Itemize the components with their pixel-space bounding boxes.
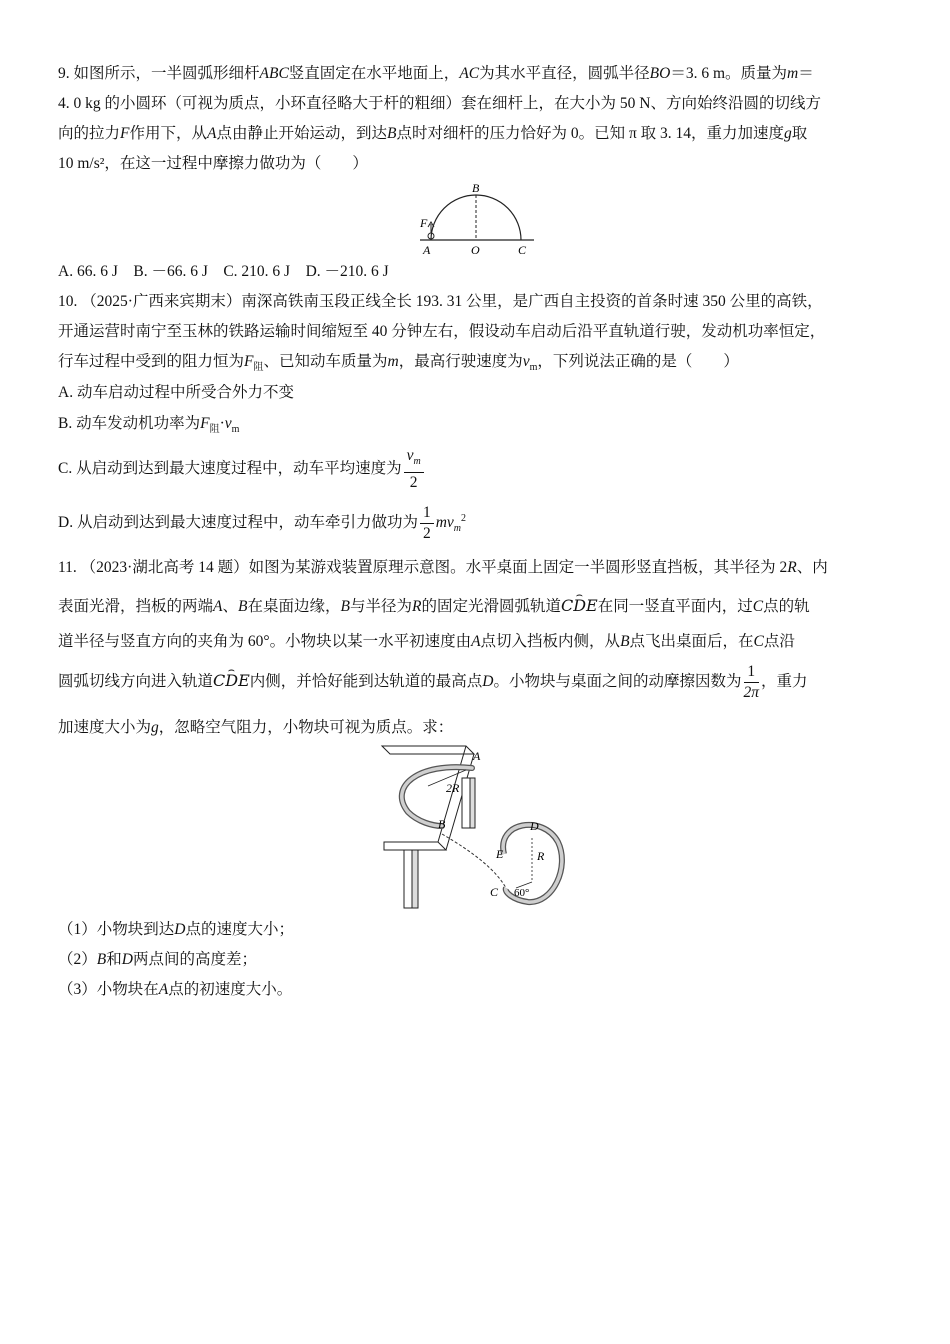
q11-label-E: E xyxy=(496,847,504,861)
q11-line-5: 加速度大小为g，忽略空气阻力，小物块可视为质点。求： xyxy=(58,719,454,736)
q10-option-d: D. 从启动到达到最大速度过程中，动车牵引力做功为 $\frac{1}{2}$ $mv_m^2$ xyxy=(58,504,467,542)
q10-option-a: A. 动车启动过程中所受合外力不变 xyxy=(58,384,294,401)
q11-label-D: D xyxy=(530,819,539,833)
q11-game-device-figure xyxy=(378,742,578,912)
fraction-half: $\frac{1}{2}$ xyxy=(420,503,434,544)
q9-options: A. 66. 6 J B. －66. 6 J C. 210. 6 J D. －210. 6 J xyxy=(58,263,389,280)
arc-cde: ⌢ CDE xyxy=(213,671,250,691)
q11-label-A: A xyxy=(473,749,481,763)
q11-subquestion-2: （2）B和D两点间的高度差； xyxy=(58,951,257,968)
q11-label-C: C xyxy=(490,885,499,899)
q10-line-3: 行车过程中受到的阻力恒为$F_阻$、已知动车质量为m，最高行驶速度为$v_m$，下列说法正确的是（ ） xyxy=(58,353,739,374)
q10-option-b: B. 动车发动机功率为$F_阻\cdot v_m$ xyxy=(58,415,240,436)
q9-label-B: B xyxy=(472,181,480,195)
q9-label-C: C xyxy=(518,243,527,257)
q10-option-c: C. 从启动到达到最大速度过程中，动车平均速度为 $\frac{v_m}{2}$ xyxy=(58,446,426,493)
q11-label-R: R xyxy=(537,849,545,863)
q11-label-angle: 60° xyxy=(514,887,530,899)
q11-line-3: 道半径与竖直方向的夹角为 60°。小物块以某一水平初速度由A点切入挡板内侧，从B点飞出桌面后，在C点沿 xyxy=(58,633,795,650)
q9-line-2: 4. 0 kg 的小圆环（可视为质点，小环直径略大于杆的粗细）套在细杆上，在大小为 50 N、方向始终沿圆的切线方 xyxy=(58,95,821,112)
q11-line-2: 表面光滑，挡板的两端A、B在桌面边缘，B与半径为R的固定光滑圆弧轨道⌢ CDE在同一竖直平面内，过C点的轨 xyxy=(58,596,810,617)
q9-semicircle-figure xyxy=(410,178,540,258)
q9-line-1: 9. 如图所示，一半圆弧形细杆ABC竖直固定在水平地面上，AC为其水平直径，圆弧半径BO＝3. 6 m。质量为m＝ xyxy=(58,65,814,82)
fraction-vm-over-2: $\frac{v_m}{2}$ xyxy=(404,446,424,493)
q9-label-F: F xyxy=(420,216,428,230)
q9-line-4: 10 m/s²，在这一过程中摩擦力做功为（ ） xyxy=(58,155,368,172)
q9-label-A: A xyxy=(423,243,431,257)
q11-label-2R: 2R xyxy=(446,781,460,795)
q11-subquestion-1: （1）小物块到达D点的速度大小； xyxy=(58,921,294,938)
q10-line-1: 10. （2025·广西来宾期末）南深高铁南玉段正线全长 193. 31 公里，是广西自主投资的首条时速 350 公里的高铁， xyxy=(58,293,823,310)
q10-line-2: 开通运营时南宁至玉林的铁路运输时间缩短至 40 分钟左右，假设动车启动后沿平直轨道行驶，发动机功率恒定， xyxy=(58,323,826,340)
q9-label-O: O xyxy=(471,243,480,257)
arc-cde: ⌢ CDE xyxy=(561,596,598,616)
fraction-1-over-2pi: $\frac{1}{2\pi}$ xyxy=(743,663,760,701)
q11-line-4: 圆弧切线方向进入轨道⌢ CDE内侧，并恰好能到达轨道的最高点D。小物块与桌面之间的动摩擦因数为 $\frac{1}{2\pi}$ ，重力 xyxy=(58,662,808,703)
q9-line-3: 向的拉力F作用下，从A点由静止开始运动，到达B点时对细杆的压力恰好为 0。已知 π 取 3. 14，重力加速度g取 xyxy=(58,125,808,142)
q11-subquestion-3: （3）小物块在A点的初速度大小。 xyxy=(58,981,293,998)
q11-line-1: 11. （2023·湖北高考 14 题）如图为某游戏装置原理示意图。水平桌面上固定一半圆形竖直挡板，其半径为 2R、内 xyxy=(58,559,828,576)
q11-label-B: B xyxy=(438,817,446,831)
